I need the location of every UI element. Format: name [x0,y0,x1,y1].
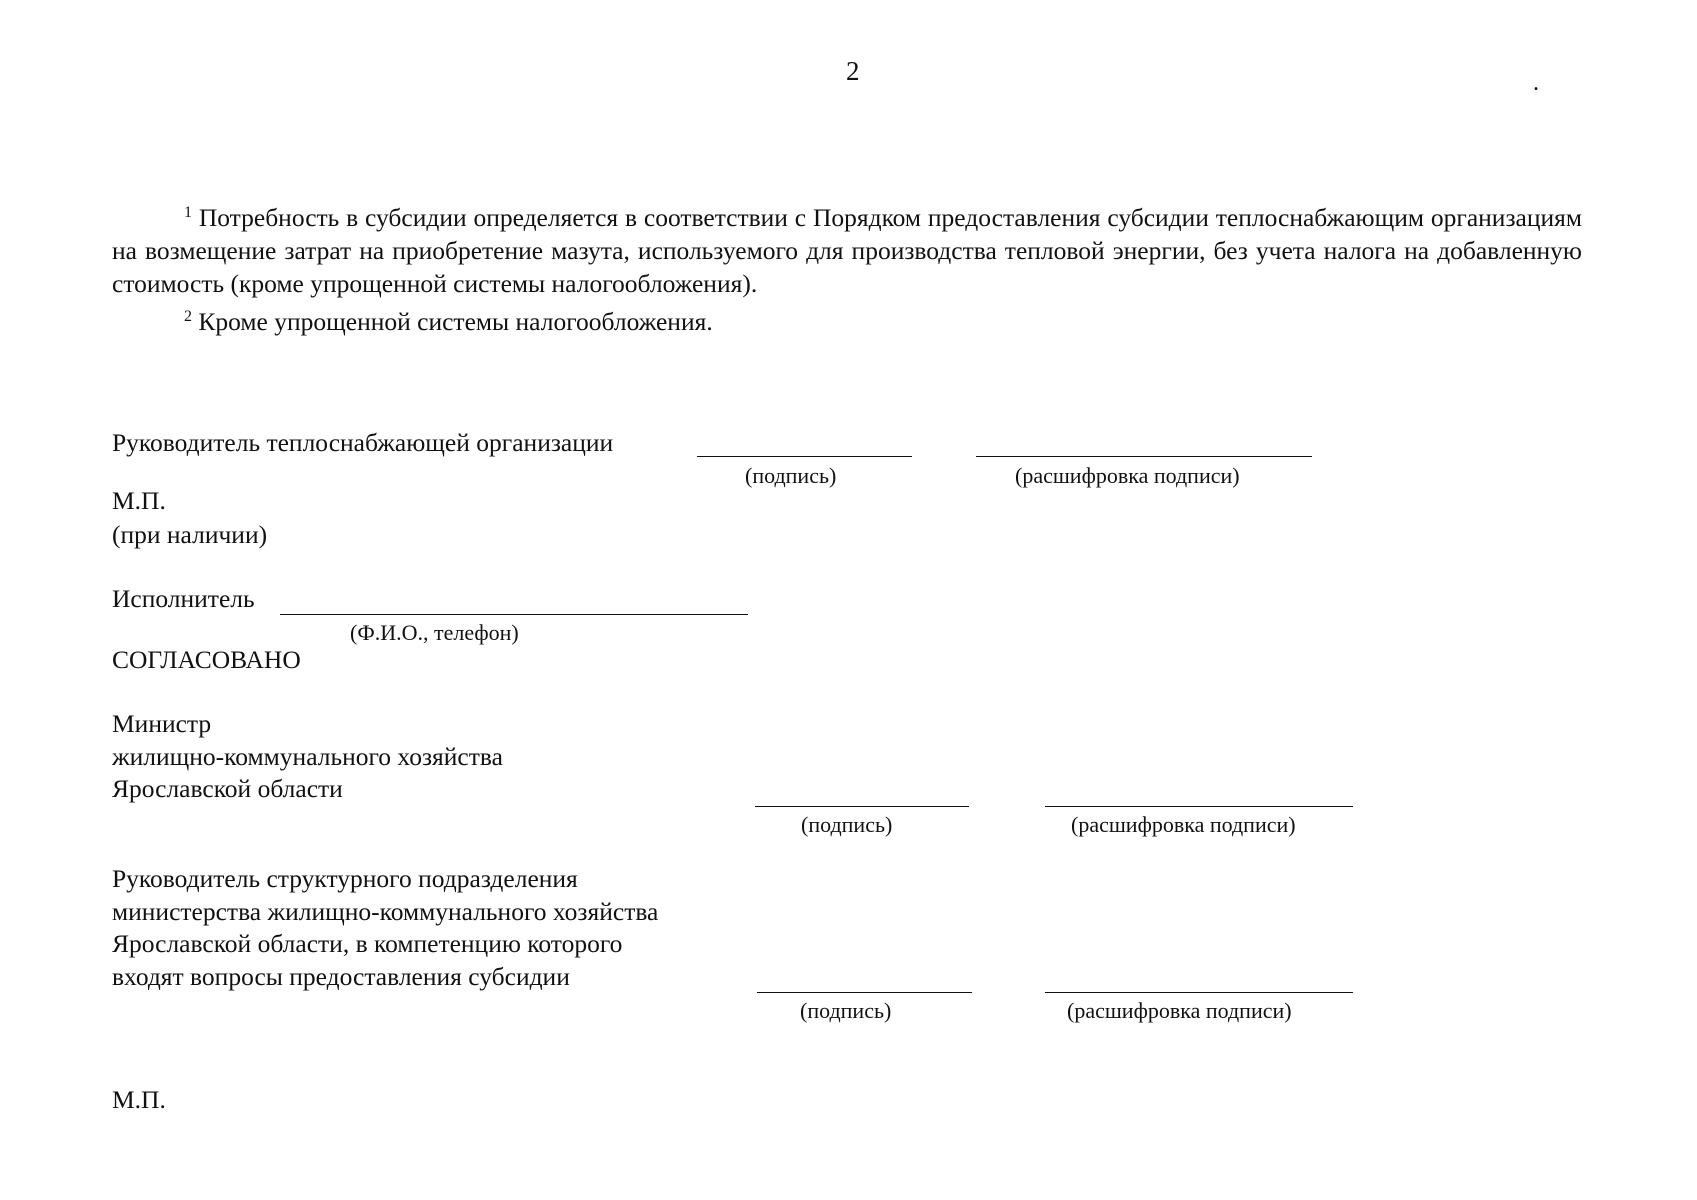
unit-head-line-4: входят вопросы предоставления субсидии [112,961,570,991]
approved-label: СОГЛАСОВАНО [112,645,301,674]
footnotes [112,196,1582,338]
minister-line-2: жилищно-коммунального хозяйства [112,741,503,771]
footnote-2-mark: 2 [184,308,192,325]
head-org-decoding-line [976,456,1312,457]
minister-decoding-caption: (расшифровка подписи) [1071,812,1296,837]
unit-head-line-1: Руководитель структурного подразделения [112,864,578,893]
unit-head-line-3: Ярославской области, в компетенцию которого [112,929,623,958]
minister-line-3: Ярославской области [112,774,343,803]
unit-head-title [112,863,658,993]
head-org-label: Руководитель теплоснабжающей организации [112,428,614,457]
minister-decoding-line [1045,806,1353,807]
minister-signature-line [755,806,969,807]
footnote-1-text: Потребность в субсидии определяется в соответствии с Порядком предоставления субсидии теплоснабжающим организациям на возмещение затрат на приобретение мазута, используемого для производства тепловой энергии, без учета налога на добавленную стоимость (кроме упрощенной системы налогообложения). [112,203,1582,298]
minister-line-1: Министр [112,709,212,738]
stamp-label: М.П. [112,486,166,515]
footnote-2-text: Кроме упрощенной системы налогообложения. [198,307,713,336]
executor-line [280,614,748,615]
executor-caption: (Ф.И.О., телефон) [350,620,519,645]
minister-signature-caption: (подпись) [801,812,893,837]
unit-head-signature-caption: (подпись) [800,998,892,1023]
unit-head-decoding-caption: (расшифровка подписи) [1067,998,1292,1023]
unit-head-signature-line [757,992,972,993]
unit-head-line-2: министерства жилищно-коммунального хозяйства [112,896,659,926]
stray-mark: . [1533,70,1539,96]
footnote-1 [112,196,1582,300]
executor-label: Исполнитель [112,584,255,613]
minister-title [112,708,503,806]
page-number: 2 [846,56,860,86]
final-stamp-label: М.П. [112,1085,166,1114]
head-org-signature-line [697,456,912,457]
footnote-1-mark: 1 [184,204,192,221]
unit-head-decoding-line [1045,992,1353,993]
head-org-signature-caption: (подпись) [745,463,837,488]
stamp-note: (при наличии) [112,520,268,549]
head-org-decoding-caption: (расшифровка подписи) [1015,463,1240,488]
footnote-2 [112,300,1582,338]
